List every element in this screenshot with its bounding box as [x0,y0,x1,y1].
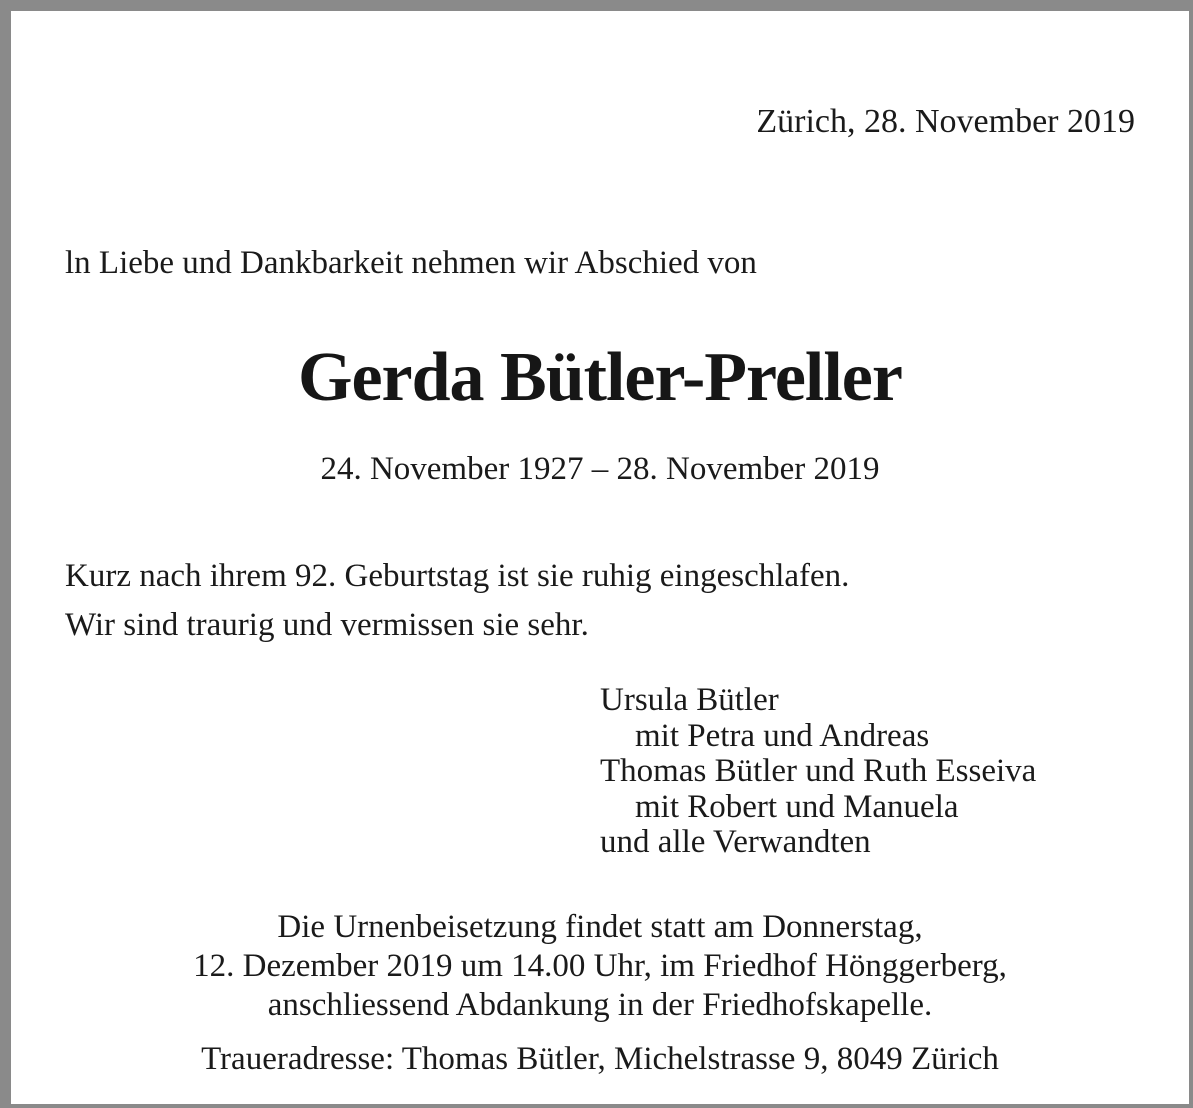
intro-line: ln Liebe und Dankbarkeit nehmen wir Abschied von [65,245,757,281]
ceremony-line: anschliessend Abdankung in der Friedhofskapelle. [267,987,933,1023]
mourner-line: Ursula Bütler [600,682,779,718]
place-date: Zürich, 28. November 2019 [756,103,1135,140]
message-line: Wir sind traurig und vermissen sie sehr. [65,607,589,643]
mourning-address: Traueradresse: Thomas Bütler, Michelstrasse 9, 8049 Zürich [201,1041,999,1077]
ceremony-line: 12. Dezember 2019 um 14.00 Uhr, im Friedhof Hönggerberg, [193,948,1007,984]
ceremony-info [11,908,1189,1025]
ceremony-line: Die Urnenbeisetzung findet statt am Donnerstag, [277,909,923,945]
mourner-line: mit Petra und Andreas [635,717,930,754]
life-dates: 24. November 1927 – 28. November 2019 [320,451,880,487]
mourner-line: und alle Verwandten [600,824,871,860]
message-line: Kurz nach ihrem 92. Geburtstag ist sie ruhig eingeschlafen. [65,558,850,594]
mourner-line: Thomas Bütler und Ruth Esseiva [600,753,1037,789]
message-block [65,552,849,650]
deceased-name: Gerda Bütler-Preller [298,339,902,416]
mourners-list [600,683,1036,861]
mourner-line: mit Robert und Manuela [635,788,959,825]
